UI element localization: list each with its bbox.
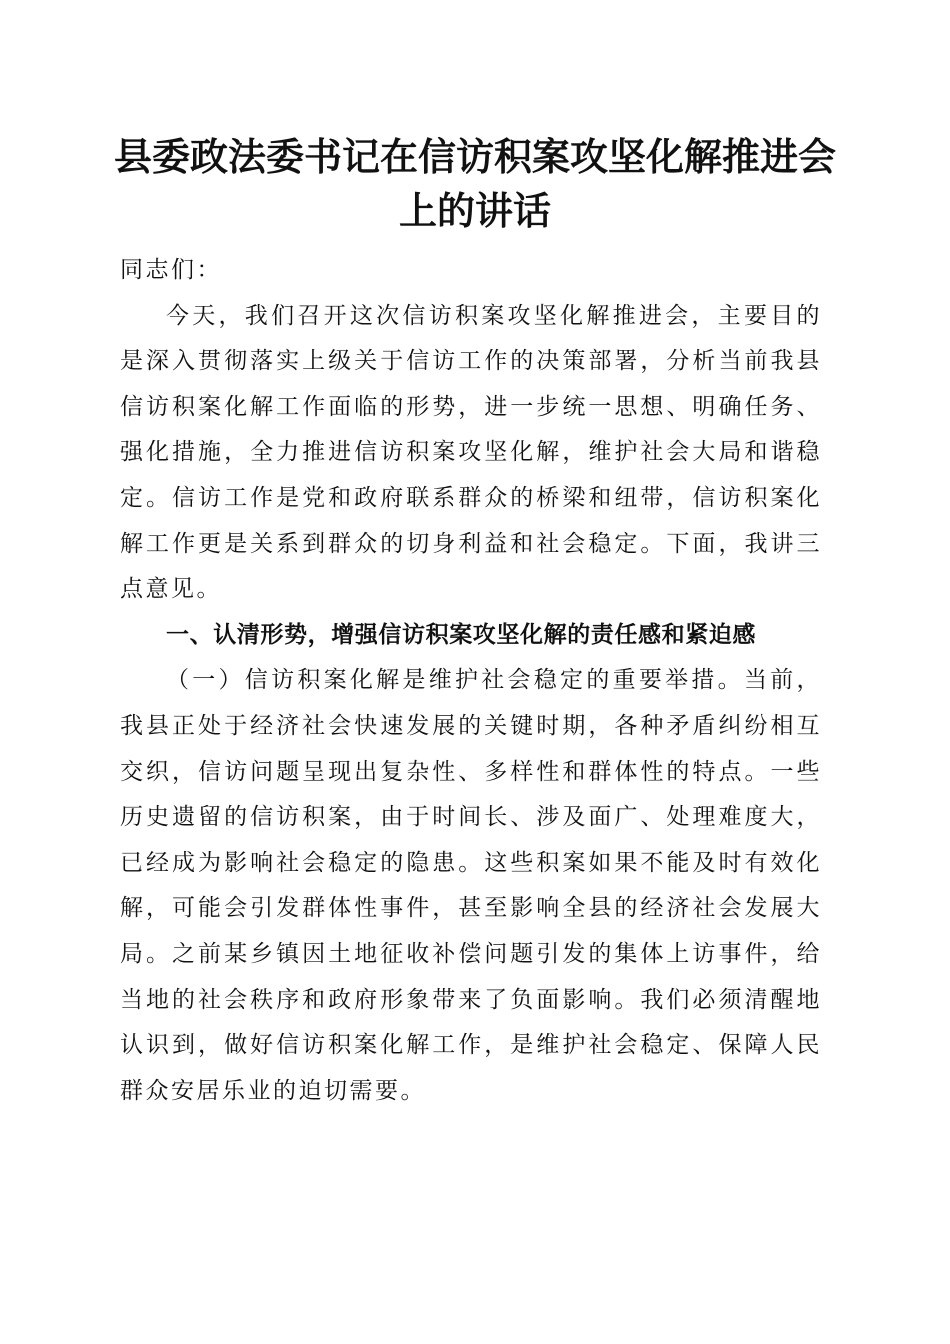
document-body: [120, 248, 822, 1114]
section-heading-1: 一、认清形势，增强信访积案攻坚化解的责任感和紧迫感: [166, 621, 756, 648]
salutation: 同志们：: [120, 257, 222, 283]
document-title: 县委政法委书记在信访积案攻坚化解推进会上的讲话: [113, 134, 836, 233]
opening-paragraph: 今天，我们召开这次信访积案攻坚化解推进会，主要目的是深入贯彻落实上级关于信访工作的决策部署，分析当前我县信访积案化解工作面临的形势，进一步统一思想、明确任务、强化措施，全力推进信访积案攻坚化解，维护社会大局和谐稳定。信访工作是党和政府联系群众的桥梁和纽带，信访积案化解工作更是关系到群众的切身利益和社会稳定。下面，我讲三点意见。: [120, 302, 822, 603]
section-1-paragraph-1: （一）信访积案化解是维护社会稳定的重要举措。当前，我县正处于经济社会快速发展的关键时期，各种矛盾纠纷相互交织，信访问题呈现出复杂性、多样性和群体性的特点。一些历史遗留的信访积案，由于时间长、涉及面广、处理难度大，已经成为影响社会稳定的隐患。这些积案如果不能及时有效化解，可能会引发群体性事件，甚至影响全县的经济社会发展大局。之前某乡镇因土地征收补偿问题引发的集体上访事件，给当地的社会秩序和政府形象带来了负面影响。我们必须清醒地认识到，做好信访积案化解工作，是维护社会稳定、保障人民群众安居乐业的迫切需要。: [120, 667, 822, 1104]
